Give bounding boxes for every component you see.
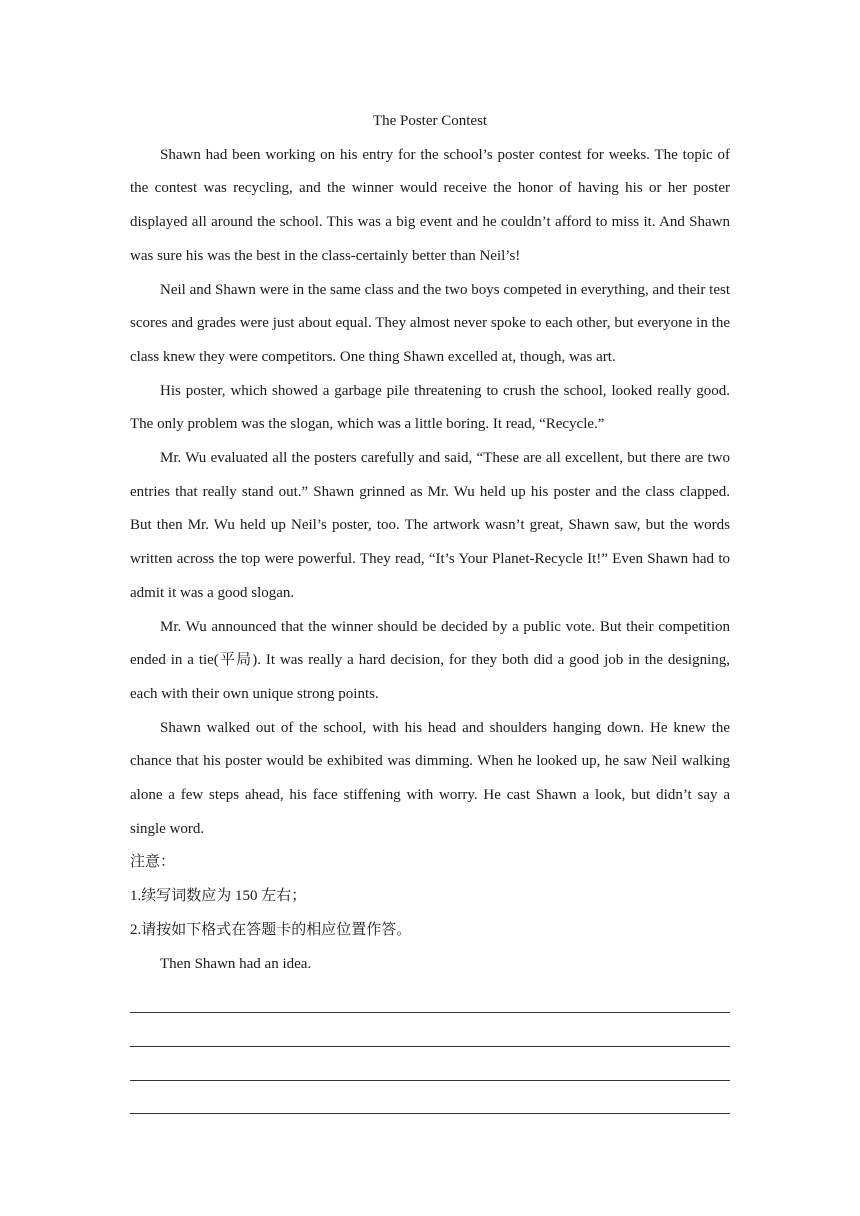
- note-item-1: 1.续写词数应为 150 左右；: [130, 888, 307, 905]
- answer-lines: [130, 985, 730, 1114]
- document-title: The Poster Contest: [372, 113, 488, 129]
- answer-line[interactable]: [130, 1013, 730, 1047]
- answer-line[interactable]: [130, 985, 730, 1013]
- paragraph-5: Mr. Wu announced that the winner should be decided by a public vote. But their competition ended in a tie(平局). It was really a hard decision, for they both did a good job in the designing, each with their own unique strong points.: [130, 618, 730, 702]
- continuation-start: Then Shawn had an idea.: [160, 955, 312, 972]
- answer-line[interactable]: [130, 1047, 730, 1081]
- paragraph-2: Neil and Shawn were in the same class and the two boys competed in everything, and their test scores and grades were just about equal. They almost never spoke to each other, but everyone in the class knew they were competitors. One thing Shawn excelled at, though, was art.: [130, 281, 730, 365]
- notes-heading: 注意：: [130, 854, 176, 871]
- document-page: [130, 105, 730, 1114]
- paragraph-4: Mr. Wu evaluated all the posters carefully and said, “These are all excellent, but there are two entries that really stand out.” Shawn grinned as Mr. Wu held up his poster and the class clapped. But then Mr. Wu held up Neil’s poster, too. The artwork wasn’t great, Shawn saw, but the words written across the top were powerful. They read, “It’s Your Planet-Recycle It!” Even Shawn had to admit it was a good slogan.: [130, 450, 730, 601]
- paragraph-6: Shawn walked out of the school, with his head and shoulders hanging down. He knew the chance that his poster would be exhibited was dimming. When he looked up, he saw Neil walking alone a few steps ahead, his face stiffening with worry. He cast Shawn a look, but didn’t say a single word.: [130, 719, 730, 837]
- answer-line[interactable]: [130, 1081, 730, 1115]
- paragraph-3: His poster, which showed a garbage pile threatening to crush the school, looked really good. The only problem was the slogan, which was a little boring. It read, “Recycle.”: [130, 382, 730, 433]
- paragraph-1: Shawn had been working on his entry for the school’s poster contest for weeks. The topic of the contest was recycling, and the winner would receive the honor of having his or her poster displayed all around the school. This was a big event and he couldn’t afford to miss it. And Shawn was sure his was the best in the class-certainly better than Neil’s!: [130, 146, 730, 264]
- note-item-2: 2.请按如下格式在答题卡的相应位置作答。: [130, 921, 412, 938]
